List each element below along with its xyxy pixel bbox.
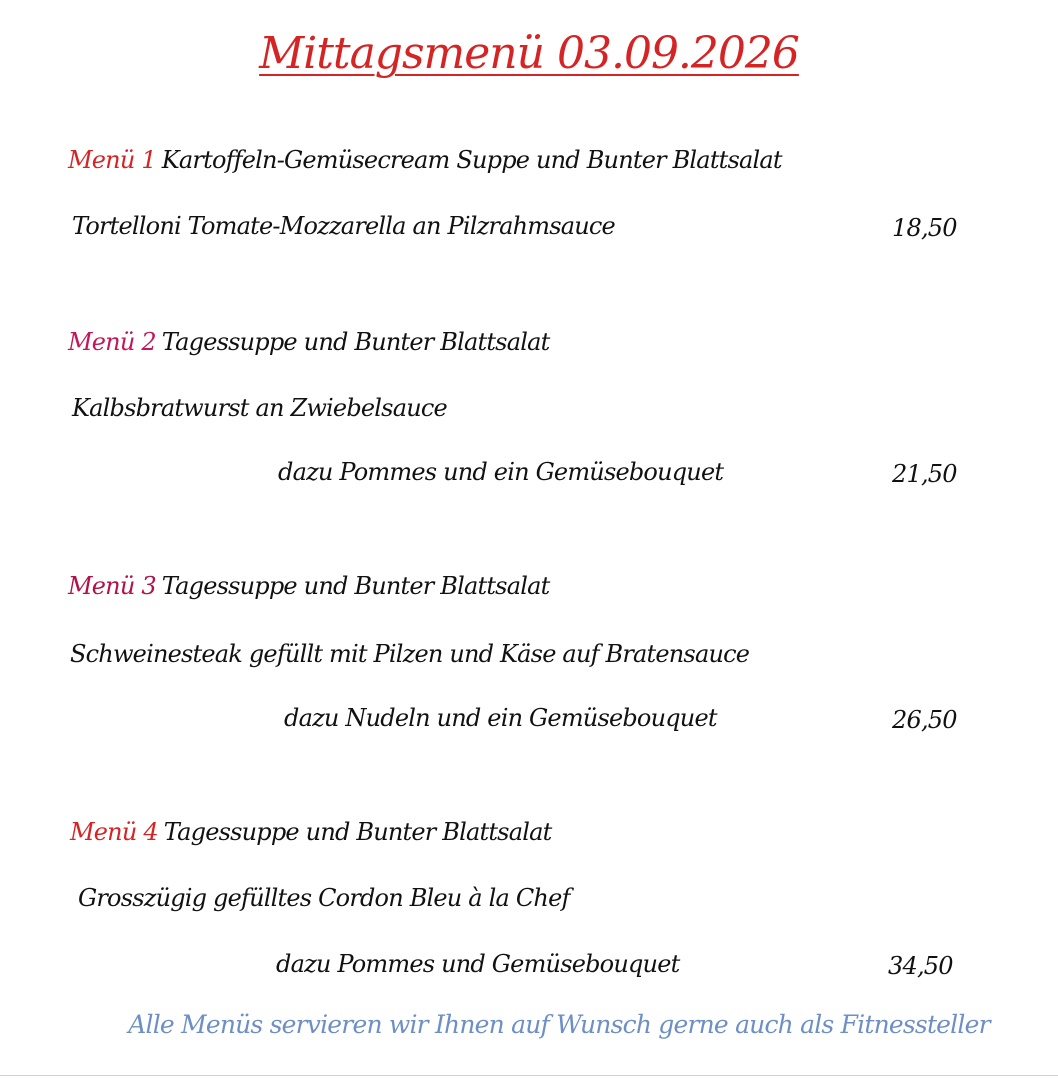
menu-1-price: 18,50: [892, 214, 957, 242]
menu-1-starter-line: [68, 146, 782, 174]
menu-4-starter-line: [70, 818, 551, 846]
bottom-divider: [0, 1075, 1058, 1076]
menu-2-main: Kalbsbratwurst an Zwiebelsauce: [72, 394, 447, 422]
menu-1-label: Menü 1: [68, 146, 156, 174]
menu-4-side: dazu Pommes und Gemüsebouquet: [276, 950, 680, 978]
menu-3-side: dazu Nudeln und ein Gemüsebouquet: [284, 704, 717, 732]
menu-3-starter: Tagessuppe und Bunter Blattsalat: [161, 572, 550, 600]
menu-3-price: 26,50: [892, 706, 957, 734]
menu-2-starter: Tagessuppe und Bunter Blattsalat: [161, 328, 550, 356]
menu-4-price: 34,50: [888, 952, 953, 980]
menu-4-main: Grosszügig gefülltes Cordon Bleu à la Chef: [78, 884, 570, 912]
menu-4-starter: Tagessuppe und Bunter Blattsalat: [163, 818, 552, 846]
menu-2-starter-line: [68, 328, 549, 356]
menu-2-price: 21,50: [892, 460, 957, 488]
menu-3-starter-line: [68, 572, 549, 600]
fitness-plate-note: Alle Menüs servieren wir Ihnen auf Wunsch gerne auch als Fitnessteller: [128, 1010, 990, 1039]
menu-3-main: Schweinesteak gefüllt mit Pilzen und Käse auf Bratensauce: [70, 640, 750, 668]
menu-2-side: dazu Pommes und ein Gemüsebouquet: [278, 458, 724, 486]
page-title: Mittagsmenü 03.09.2026: [259, 28, 799, 79]
menu-4-label: Menü 4: [70, 818, 158, 846]
menu-1-starter: Kartoffeln-Gemüsecream Suppe und Bunter Blattsalat: [161, 146, 782, 174]
menu-1-main: Tortelloni Tomate-Mozzarella an Pilzrahmsauce: [72, 212, 615, 240]
menu-2-label: Menü 2: [68, 328, 156, 356]
menu-3-label: Menü 3: [68, 572, 156, 600]
